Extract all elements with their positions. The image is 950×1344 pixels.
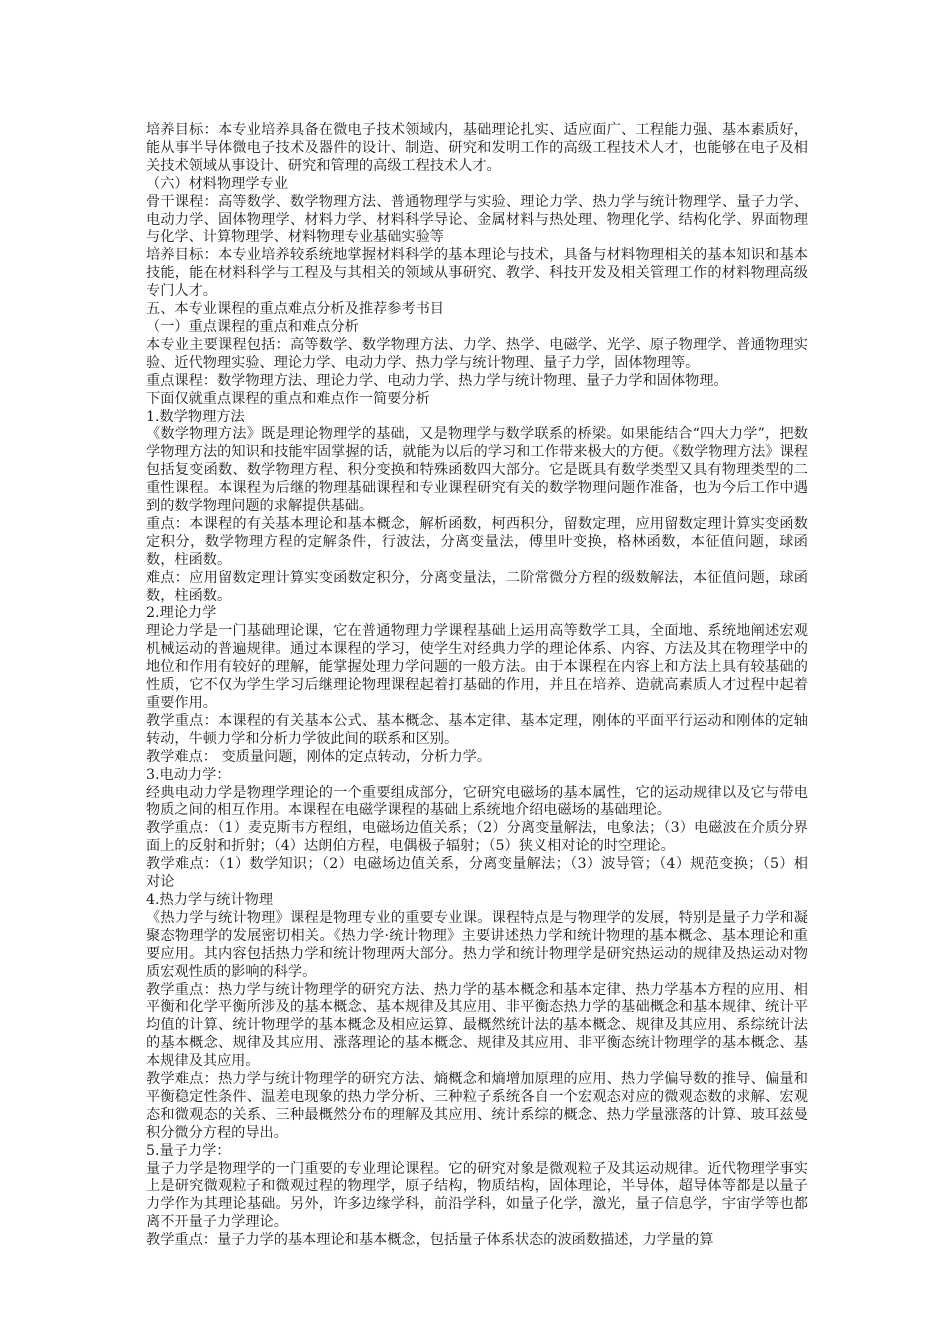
paragraph: 教学重点：本课程的有关基本公式、基本概念、基本定律、基本定理，刚体的平面平行运动和刚体的定轴转动，牛顿力学和分析力学彼此间的联系和区别。 bbox=[146, 712, 808, 747]
paragraph: 重点课程：数学物理方法、理论力学、电动力学、热力学与统计物理、量子力学和固体物理。 bbox=[146, 372, 728, 389]
paragraph: 本专业主要课程包括：高等数学、数学物理方法、力学、热学、电磁学、光学、原子物理学、普通物理实验、近代物理实验、理论力学、电动力学、热力学与统计物理、量子力学，固体物理等。 bbox=[146, 336, 808, 371]
paragraph: 教学难点：热力学与统计物理学的研究方法、熵概念和熵增加原理的应用、热力学偏导数的推导、偏量和平衡稳定性条件、温差电现象的热力学分析、三种粒子系统各自一个宏观态对应的微观态数的求解、宏观态和微观态的关系、三种最概然分布的理解及其应用、统计系综的概念、热力学量涨落的计算、玻耳兹曼积分微分方程的导出。 bbox=[146, 1071, 808, 1141]
section-heading: （一）重点课程的重点和难点分析 bbox=[146, 318, 359, 335]
document-page bbox=[146, 122, 808, 1250]
paragraph: 量子力学是物理学的一门重要的专业理论课程。它的研究对象是微观粒子及其运动规律。近代物理学事实上是研究微观粒子和微观过程的物理学，原子结构，物质结构，固体理论，半导体，超导体等都是以量子力学作为其理论基础。另外，许多边缘学科，前沿学科，如量子化学，激光，量子信息学，宇宙学等也都离不开量子力学理论。 bbox=[146, 1160, 808, 1231]
paragraph: 培养目标：本专业培养较系统地掌握材料科学的基本理论与技术，具备与材料物理相关的基本知识和基本技能，能在材料科学与工程及与其相关的领域从事研究、教学、科技开发及相关管理工作的材料物理高级专门人才。 bbox=[146, 247, 808, 300]
paragraph: 教学难点： 变质量问题，刚体的定点转动，分析力学。 bbox=[146, 748, 492, 765]
paragraph: 培养目标：本专业培养具备在微电子技术领域内，基础理论扎实、适应面广、工程能力强、基本素质好，能从事半导体微电子技术及器件的设计、制造、研究和发明工作的高级工程技术人才，也能够在电子及相关技术领域从事设计、研究和管理的高级工程技术人才。 bbox=[146, 122, 808, 174]
paragraph: 骨干课程：高等数学、数学物理方法、普通物理学与实验、理论力学、热力学与统计物理学、量子力学、电动力学、固体物理学、材料力学、材料科学导论、金属材料与热处理、物理化学、结构化学、界面物理与化学、计算物理学、材料物理专业基础实验等 bbox=[146, 193, 808, 246]
paragraph: 教学难点：（1）数学知识；（2）电磁场边值关系，分离变量解法；（3）波导管；（4）规范变换；（5）相对论 bbox=[146, 856, 808, 891]
paragraph: 难点：应用留数定理计算实变函数定积分，分离变量法，二阶常微分方程的级数解法，本征值问题，球函数，柱函数。 bbox=[146, 569, 808, 604]
section-heading: （六）材料物理学专业 bbox=[146, 175, 288, 192]
paragraph: 理论力学是一门基础理论课，它在普通物理力学课程基础上运用高等数学工具，全面地、系统地阐述宏观机械运动的普遍规律。通过本课程的学习，使学生对经典力学的理论体系、内容、方法及其在物理学中的地位和作用有较好的理解，能掌握处理力学问题的一般方法。由于本课程在内容上和方法上具有较基础的性质，它不仅为学生学习后继理论物理课程起着打基础的作用，并且在培养、造就高素质人才过程中起着重要作用。 bbox=[146, 623, 808, 711]
paragraph: 经典电动力学是物理学理论的一个重要组成部分，它研究电磁场的基本属性，它的运动规律以及它与带电物质之间的相互作用。本课程在电磁学课程的基础上系统地介绍电磁场的基础理论。 bbox=[146, 784, 808, 819]
paragraph: 教学重点：量子力学的基本理论和基本概念，包括量子体系状态的波函数描述，力学量的算 bbox=[146, 1232, 714, 1249]
course-heading: 2.理论力学 bbox=[146, 605, 217, 622]
course-heading: 5.量子力学： bbox=[146, 1142, 231, 1159]
course-heading: 1.数学物理方法 bbox=[146, 408, 245, 425]
paragraph: 教学重点：（1）麦克斯韦方程组，电磁场边值关系；（2）分离变量解法，电象法；（3）电磁波在介质分界面上的反射和折射；（4）达朗伯方程，电偶极子辐射；（5）狭义相对论的时空理论。 bbox=[146, 820, 808, 855]
paragraph: 下面仅就重点课程的重点和难点作一简要分析 bbox=[146, 390, 430, 407]
course-heading: 4.热力学与统计物理 bbox=[146, 891, 274, 908]
paragraph: 重点：本课程的有关基本理论和基本概念，解析函数，柯西积分，留数定理，应用留数定理计算实变函数定积分，数学物理方程的定解条件，行波法，分离变量法，傅里叶变换，格林函数，本征值问题，球函数，柱函数。 bbox=[146, 515, 808, 568]
paragraph: 教学重点：热力学与统计物理学的研究方法、热力学的基本概念和基本定律、热力学基本方程的应用、相平衡和化学平衡所涉及的基本概念、基本规律及其应用、非平衡态热力学的基础概念和基本规律、统计平均值的计算、统计物理学的基本概念及相应运算、最概然统计法的基本概念、规律及其应用、系综统计法的基本概念、规律及其应用、涨落理论的基本概念、规律及其应用、非平衡态统计物理学的基本概念、基本规律及其应用。 bbox=[146, 981, 808, 1070]
paragraph: 《数学物理方法》既是理论物理学的基础，又是物理学与数学联系的桥梁。如果能结合“四大力学”，把数学物理方法的知识和技能牢固掌握的话，就能为以后的学习和工作带来极大的方便。《数学物理方法》课程包括复变函数、数学物理方程、积分变换和特殊函数四大部分。它是既具有数学类型又具有物理类型的二重性课程。本课程为后继的物理基础课程和专业课程研究有关的数学物理问题作准备，也为今后工作中遇到的数学物理问题的求解提供基础。 bbox=[146, 426, 808, 515]
course-heading: 3.电动力学： bbox=[146, 766, 231, 783]
chapter-heading: 五、本专业课程的重点难点分析及推荐参考书目 bbox=[146, 301, 444, 318]
paragraph: 《热力学与统计物理》课程是物理专业的重要专业课。课程特点是与物理学的发展，特别是量子力学和凝聚态物理学的发展密切相关。《热力学·统计物理》主要讲述热力学和统计物理的基本概念、基本理论和重要应用。其内容包括热力学和统计物理两大部分。热力学和统计物理学是研究热运动的规律及热运动对物质宏观性质的影响的科学。 bbox=[146, 909, 808, 980]
